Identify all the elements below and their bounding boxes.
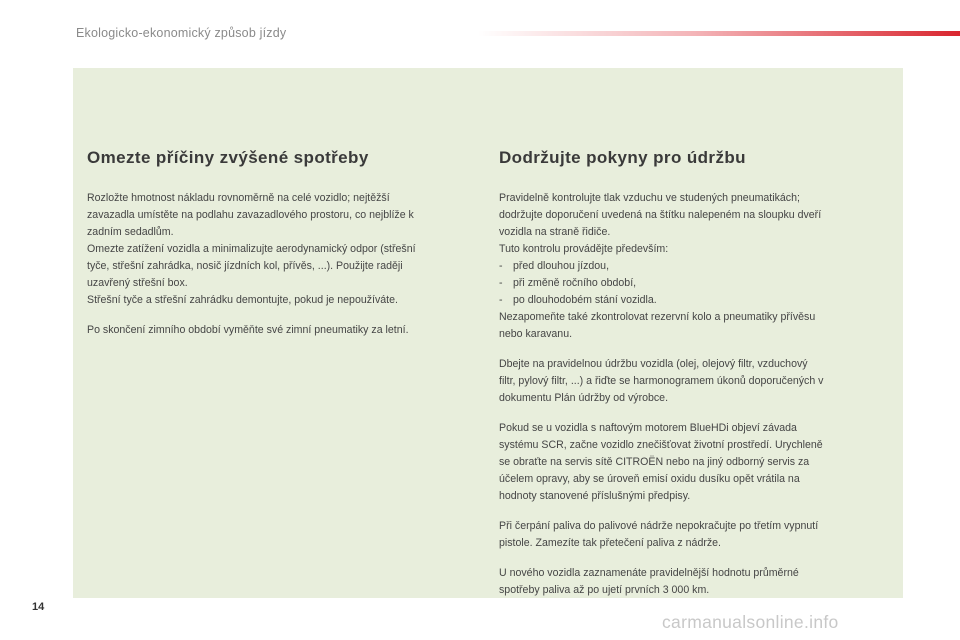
text-line: zavazadla umístěte na podlahu zavazadlového prostoru, co nejblíže k — [87, 209, 414, 221]
text-line: pistole. Zamezíte tak přetečení paliva z nádrže. — [499, 537, 721, 549]
right-paragraph-5 — [499, 565, 889, 599]
list-item: - před dlouhou jízdou, — [499, 258, 889, 275]
header-title: Ekologicko-ekonomický způsob jízdy — [76, 26, 287, 40]
text-line: spotřeby paliva až po ujetí prvních 3 000 km. — [499, 584, 710, 596]
text-line: filtr, pylový filtr, ...) a řiďte se harmonogramem úkonů doporučených v — [499, 375, 824, 387]
text-line: dokumentu Plán údržby od výrobce. — [499, 392, 669, 404]
text-line: tyče, střešní zahrádka, nosič jízdních kol, přívěs, ...). Použijte raději — [87, 260, 403, 272]
text-line: Omezte zatížení vozidla a minimalizujte aerodynamický odpor (střešní — [87, 243, 416, 255]
right-paragraph-2 — [499, 356, 889, 407]
page-number: 14 — [32, 601, 45, 613]
text-line: Střešní tyče a střešní zahrádku demontujte, pokud je nepoužíváte. — [87, 294, 398, 306]
text-line: Při čerpání paliva do palivové nádrže nepokračujte po třetím vypnutí — [499, 520, 819, 532]
left-column — [87, 148, 467, 352]
header-accent-bar — [478, 31, 960, 36]
right-paragraph-3 — [499, 420, 889, 505]
text-line: zadním sedadlům. — [87, 226, 174, 238]
list-item: - po dlouhodobém stání vozidla. — [499, 292, 889, 309]
left-paragraph-2 — [87, 322, 467, 339]
text-line: Tuto kontrolu provádějte především: — [499, 243, 669, 255]
text-line: Nezapomeňte také zkontrolovat rezervní kolo a pneumatiky přívěsu — [499, 311, 816, 323]
left-paragraph-1 — [87, 190, 467, 309]
right-paragraph-1 — [499, 190, 889, 343]
text-line: hodnoty stanovené příslušnými předpisy. — [499, 490, 691, 502]
left-heading: Omezte příčiny zvýšené spotřeby — [87, 148, 369, 167]
text-line: Pokud se u vozidla s naftovým motorem BlueHDi objeví závada — [499, 422, 797, 434]
text-line: Pravidelně kontrolujte tlak vzduchu ve studených pneumatikách; — [499, 192, 800, 204]
text-line: Rozložte hmotnost nákladu rovnoměrně na celé vozidlo; nejtěžší — [87, 192, 390, 204]
right-heading: Dodržujte pokyny pro údržbu — [499, 148, 746, 167]
right-paragraph-4 — [499, 518, 889, 552]
text-line: se obraťte na servis sítě CITROËN nebo na jiný odborný servis za — [499, 456, 810, 468]
text-line: uzavřený střešní box. — [87, 277, 188, 289]
text-line: systému SCR, začne vozidlo znečišťovat životní prostředí. Urychleně — [499, 439, 823, 451]
content-panel — [73, 68, 903, 598]
right-column — [499, 148, 889, 612]
text-line: účelem opravy, aby se úroveň emisí oxidu dusíku opět vrátila na — [499, 473, 800, 485]
list-item: - při změně ročního období, — [499, 275, 889, 292]
text-line: Dbejte na pravidelnou údržbu vozidla (olej, olejový filtr, vzduchový — [499, 358, 808, 370]
text-line: dodržujte doporučení uvedená na štítku nalepeném na sloupku dveří — [499, 209, 822, 221]
text-line: U nového vozidla zaznamenáte pravidelnější hodnotu průměrné — [499, 567, 799, 579]
text-line: nebo karavanu. — [499, 328, 573, 340]
text-line: vozidla na straně řidiče. — [499, 226, 611, 238]
watermark: carmanualsonline.info — [662, 612, 839, 632]
text-line: Po skončení zimního období vyměňte své zimní pneumatiky za letní. — [87, 324, 409, 336]
